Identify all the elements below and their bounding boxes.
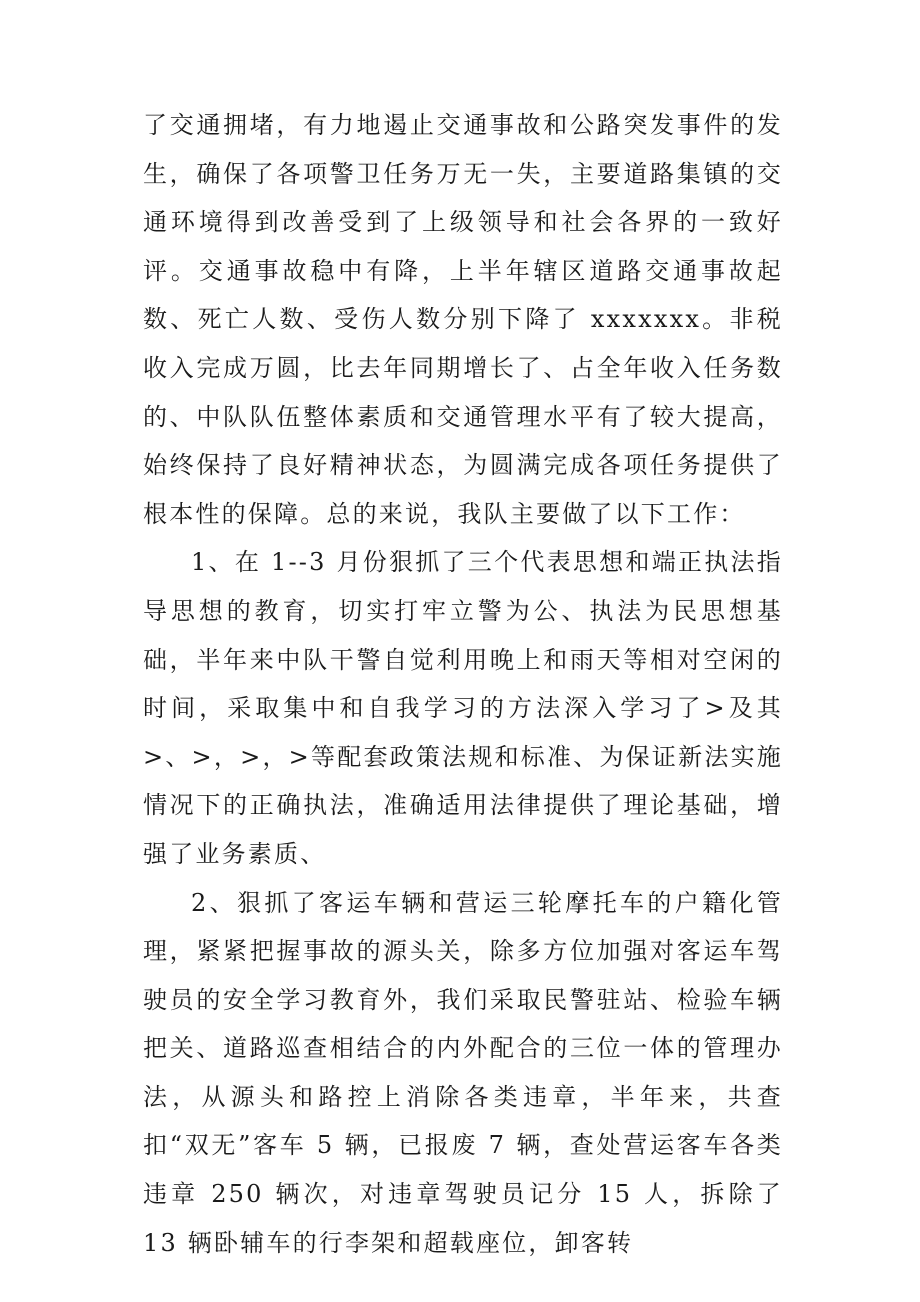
paragraph-item-2: 2、狠抓了客运车辆和营运三轮摩托车的户籍化管理，紧紧把握事故的源头关，除多方位加强对客运车驾驶员的安全学习教育外，我们采取民警驻站、检验车辆把关、道路巡查相结合的内外配合的三位一体的管理办法，从源头和路控上消除各类违章，半年来，共查扣“双无”客车 5 辆，已报废 7 辆，查处营运客车各类违章 250 辆次，对违章驾驶员记分 15 人，拆除了 13 辆卧辅车的行李架和超载座位，卸客转 xyxy=(143,888,783,1257)
paragraph-continuation: 了交通拥堵，有力地遏止交通事故和公路突发事件的发生，确保了各项警卫任务万无一失，主要道路集镇的交通环境得到改善受到了上级领导和社会各界的一致好评。交通事故稳中有降，上半年辖区道路交通事故起数、死亡人数、受伤人数分别下降了 xxxxxxx。非税收入完成万圆，比去年同期增长了、占全年收入任务数的、中队队伍整体素质和交通管理水平有了较大提高，始终保持了良好精神状态，为圆满完成各项任务提供了根本性的保障。总的来说，我队主要做了以下工作： xyxy=(143,111,783,528)
document-body xyxy=(143,101,783,1267)
paragraph-item-1: 1、在 1--3 月份狠抓了三个代表思想和端正执法指导思想的教育，切实打牢立警为公、执法为民思想基础，半年来中队干警自觉利用晚上和雨天等相对空闲的时间，采取集中和自我学习的方法深入学习了>及其>、>，>，>等配套政策法规和标准、为保证新法实施情况下的正确执法，准确适用法律提供了理论基础，增强了业务素质、 xyxy=(143,548,783,868)
